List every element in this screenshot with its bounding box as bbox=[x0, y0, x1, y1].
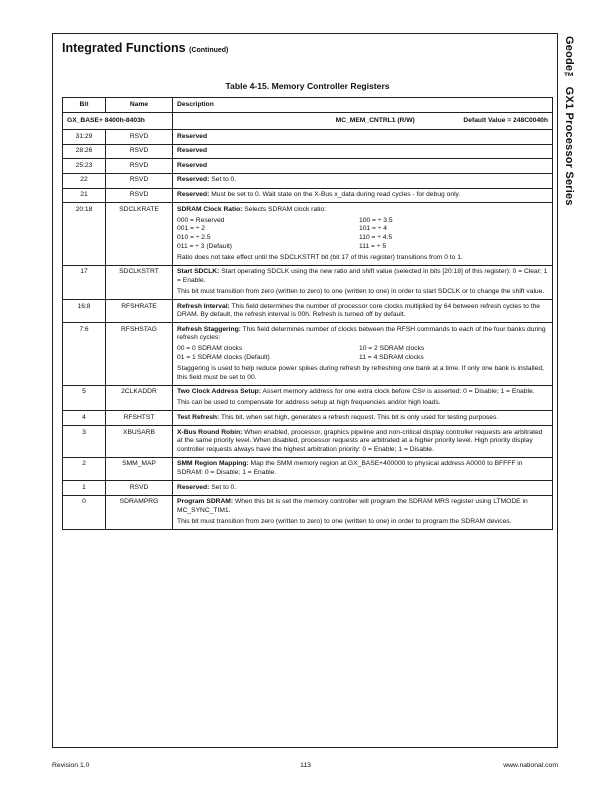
bit-cell: 3 bbox=[63, 426, 106, 458]
bit-cell: 2 bbox=[63, 457, 106, 480]
field-title: Two Clock Address Setup: bbox=[177, 388, 261, 396]
description-cell bbox=[173, 173, 553, 188]
bit-cell: 7:6 bbox=[63, 323, 106, 386]
field-title: Reserved: bbox=[177, 191, 210, 199]
name-cell: SDCLKSTRT bbox=[106, 265, 173, 299]
description-cell bbox=[173, 385, 553, 411]
side-title: Geode™ GX1 Processor Series bbox=[563, 36, 575, 206]
description-cell bbox=[173, 481, 553, 496]
name-cell: RSVD bbox=[106, 173, 173, 188]
name-cell: RFSHSTAG bbox=[106, 323, 173, 386]
description-cell bbox=[173, 144, 553, 159]
field-description: When enabled, processor, graphics pipeline and non-critical display controller requests are arbitrated at the same priority level. When disabled, processor requests are arbitrated at a higher priority level. High priority display controller requests always have the highest arbitration priority: 0 = Enable; 1 = Disable. bbox=[177, 428, 543, 453]
field-title: Reserved bbox=[177, 132, 208, 140]
name-cell: RFSHTST bbox=[106, 411, 173, 426]
value-list-item: 000 = Reserved bbox=[177, 216, 225, 224]
bit-cell: 5 bbox=[63, 385, 106, 411]
description-paragraph bbox=[177, 484, 548, 493]
bit-cell: 1 bbox=[63, 481, 106, 496]
table-row bbox=[63, 173, 553, 188]
value-list bbox=[177, 345, 548, 362]
description-cell bbox=[173, 130, 553, 145]
description-paragraph bbox=[177, 147, 548, 156]
continued-label: (Continued) bbox=[189, 47, 229, 54]
value-list-item: 01 = 1 SDRAM clocks (Default) bbox=[177, 353, 270, 361]
field-description: This field determines the number of processor core clocks multiplied by 64 between refresh cycles to the DRAM. By default, the refresh interval is 00h. Refresh is turned off by default. bbox=[177, 302, 541, 319]
table-row bbox=[63, 426, 553, 458]
field-description: Staggering is used to help reduce power spikes during refresh by refreshing one bank at a time. If only one bank is installed, this field must be set to 00. bbox=[177, 365, 544, 381]
value-list-item: 011 = ÷ 3 (Default) bbox=[177, 242, 233, 250]
register-table bbox=[62, 97, 553, 530]
bit-cell: 0 bbox=[63, 495, 106, 529]
table-caption: Table 4-15. Memory Controller Registers bbox=[225, 81, 390, 91]
name-cell: RSVD bbox=[106, 144, 173, 159]
table-row bbox=[63, 130, 553, 145]
field-description: Set to 0. bbox=[209, 176, 237, 184]
name-cell: SMM_MAP bbox=[106, 457, 173, 480]
description-paragraph bbox=[177, 498, 548, 515]
name-cell: SDCLKRATE bbox=[106, 203, 173, 266]
field-description: This field determines number of clocks between the RFSH commands to each of the four banks during refresh cycles: bbox=[177, 325, 546, 342]
description-paragraph bbox=[177, 191, 548, 200]
field-title: SDRAM Clock Ratio: bbox=[177, 205, 243, 213]
description-paragraph bbox=[177, 268, 548, 285]
field-title: Reserved bbox=[177, 147, 208, 155]
field-description: Map the SMM memory region at GX_BASE+400000 to physical address A0000 to BFFFF in SDRAM: 0 = Disable; 1 = Enable. bbox=[177, 460, 523, 476]
description-cell bbox=[173, 426, 553, 458]
field-description: This can be used to compensate for address setup at high frequencies and/or high loads. bbox=[177, 399, 441, 407]
table-row bbox=[63, 300, 553, 323]
description-paragraph bbox=[177, 460, 548, 477]
field-description: When this bit is set the memory controller will program the SDRAM MRS register using LTMODE in MC_SYNC_TIM1. bbox=[177, 498, 528, 514]
footer-page-number: 113 bbox=[300, 762, 311, 769]
name-cell: RSVD bbox=[106, 159, 173, 174]
field-title: Test Refresh: bbox=[177, 413, 220, 421]
description-cell bbox=[173, 300, 553, 323]
table-row bbox=[63, 411, 553, 426]
description-cell bbox=[173, 323, 553, 386]
register-name: MC_MEM_CNTRL1 (R/W) bbox=[335, 116, 415, 124]
bit-cell: 25:23 bbox=[63, 159, 106, 174]
description-paragraph bbox=[177, 429, 548, 455]
register-default: Default Value = 248C0040h bbox=[463, 116, 548, 124]
value-list-item: 11 = 4 SDRAM clocks bbox=[359, 353, 424, 361]
bit-cell: 20:18 bbox=[63, 203, 106, 266]
description-paragraph bbox=[177, 288, 548, 297]
description-paragraph bbox=[177, 303, 548, 320]
name-cell: XBUSARB bbox=[106, 426, 173, 458]
field-description: This bit, when set high, generates a refresh request. This bit is only used for testing purposes. bbox=[219, 413, 499, 421]
table-row bbox=[63, 495, 553, 529]
name-cell: SDRAMPRG bbox=[106, 495, 173, 529]
bit-cell: 28:26 bbox=[63, 144, 106, 159]
description-paragraph bbox=[177, 162, 548, 171]
table-row bbox=[63, 188, 553, 203]
description-paragraph bbox=[177, 365, 548, 382]
field-title: X-Bus Round Robin: bbox=[177, 428, 243, 436]
bit-cell: 22 bbox=[63, 173, 106, 188]
section-title: Integrated Functions bbox=[62, 41, 186, 55]
description-cell bbox=[173, 457, 553, 480]
table-row bbox=[63, 323, 553, 386]
field-description: Set to 0. bbox=[209, 483, 237, 491]
value-list-item: 010 = ÷ 2.5 bbox=[177, 233, 211, 241]
bit-cell: 17 bbox=[63, 265, 106, 299]
description-paragraph bbox=[177, 518, 548, 527]
field-description: Assert memory address for one extra clock before CS# is asserted: 0 = Disable; 1 = Enable. bbox=[260, 388, 535, 396]
table-row bbox=[63, 265, 553, 299]
table-row bbox=[63, 144, 553, 159]
description-paragraph bbox=[177, 388, 548, 397]
value-list-item: 110 = ÷ 4.5 bbox=[359, 233, 393, 241]
name-cell: RSVD bbox=[106, 130, 173, 145]
footer-revision: Revision 1.0 bbox=[52, 762, 90, 769]
register-info bbox=[173, 112, 553, 130]
description-paragraph bbox=[177, 399, 548, 408]
column-header-description: Description bbox=[173, 98, 553, 113]
value-list-item: 100 = ÷ 3.5 bbox=[359, 216, 393, 224]
value-list-item: 001 = ÷ 2 bbox=[177, 225, 206, 233]
field-description: Ratio does not take effect until the SDCLKSTRT bit (bit 17 of this register) transitions from 0 to 1. bbox=[177, 253, 463, 261]
table-header-row bbox=[63, 98, 553, 113]
column-header-bit: Bit bbox=[63, 98, 106, 113]
bit-cell: 4 bbox=[63, 411, 106, 426]
table-row bbox=[63, 159, 553, 174]
description-paragraph bbox=[177, 254, 548, 263]
footer-url[interactable]: www.national.com bbox=[503, 762, 558, 769]
description-cell bbox=[173, 495, 553, 529]
value-list-item: 111 = ÷ 5 bbox=[359, 242, 387, 250]
field-title: Start SDCLK: bbox=[177, 268, 220, 276]
description-cell bbox=[173, 159, 553, 174]
register-address: GX_BASE+ 8400h-8403h bbox=[63, 112, 173, 130]
field-title: Program SDRAM: bbox=[177, 498, 234, 506]
value-list-item: 10 = 2 SDRAM clocks bbox=[359, 345, 425, 353]
field-title: Reserved bbox=[177, 161, 208, 169]
value-list-item: 101 = ÷ 4 bbox=[359, 225, 388, 233]
name-cell: RSVD bbox=[106, 188, 173, 203]
value-list bbox=[177, 217, 548, 251]
description-cell bbox=[173, 265, 553, 299]
description-cell bbox=[173, 188, 553, 203]
field-description: Start operating SDCLK using the new ratio and shift value (selected in bits [20:18] of this register): 0 = Clear; 1 = Enable. bbox=[177, 268, 548, 284]
field-title: SMM Region Mapping: bbox=[177, 460, 249, 468]
bit-cell: 16:8 bbox=[63, 300, 106, 323]
field-description: Selects SDRAM clock ratio: bbox=[242, 205, 327, 213]
page-title bbox=[62, 41, 228, 55]
field-description: Must be set to 0. Wait state on the X-Bus x_data during read cycles - for debug only. bbox=[209, 191, 461, 199]
column-header-name: Name bbox=[106, 98, 173, 113]
table-row bbox=[63, 385, 553, 411]
description-paragraph bbox=[177, 206, 548, 215]
name-cell: RFSHRATE bbox=[106, 300, 173, 323]
description-cell bbox=[173, 411, 553, 426]
field-description: This bit must transition from zero (written to zero) to one (written to one) in order to start SDCLK or to change the shift value. bbox=[177, 287, 545, 295]
table-row bbox=[63, 481, 553, 496]
field-title: Refresh Staggering: bbox=[177, 325, 241, 333]
description-paragraph bbox=[177, 414, 548, 423]
field-title: Refresh Interval: bbox=[177, 302, 230, 310]
field-title: Reserved: bbox=[177, 176, 210, 184]
value-list-item: 00 = 0 SDRAM clocks bbox=[177, 345, 243, 353]
register-header-row bbox=[63, 112, 553, 130]
field-title: Reserved: bbox=[177, 483, 210, 491]
bit-cell: 31:29 bbox=[63, 130, 106, 145]
name-cell: 2CLKADDR bbox=[106, 385, 173, 411]
table-row bbox=[63, 457, 553, 480]
description-paragraph bbox=[177, 133, 548, 142]
field-description: This bit must transition from zero (written to zero) to one (written to one) in order to program the SDRAM devices. bbox=[177, 517, 512, 525]
description-paragraph bbox=[177, 176, 548, 185]
table-row bbox=[63, 203, 553, 266]
bit-cell: 21 bbox=[63, 188, 106, 203]
description-cell bbox=[173, 203, 553, 266]
name-cell: RSVD bbox=[106, 481, 173, 496]
description-paragraph bbox=[177, 326, 548, 343]
